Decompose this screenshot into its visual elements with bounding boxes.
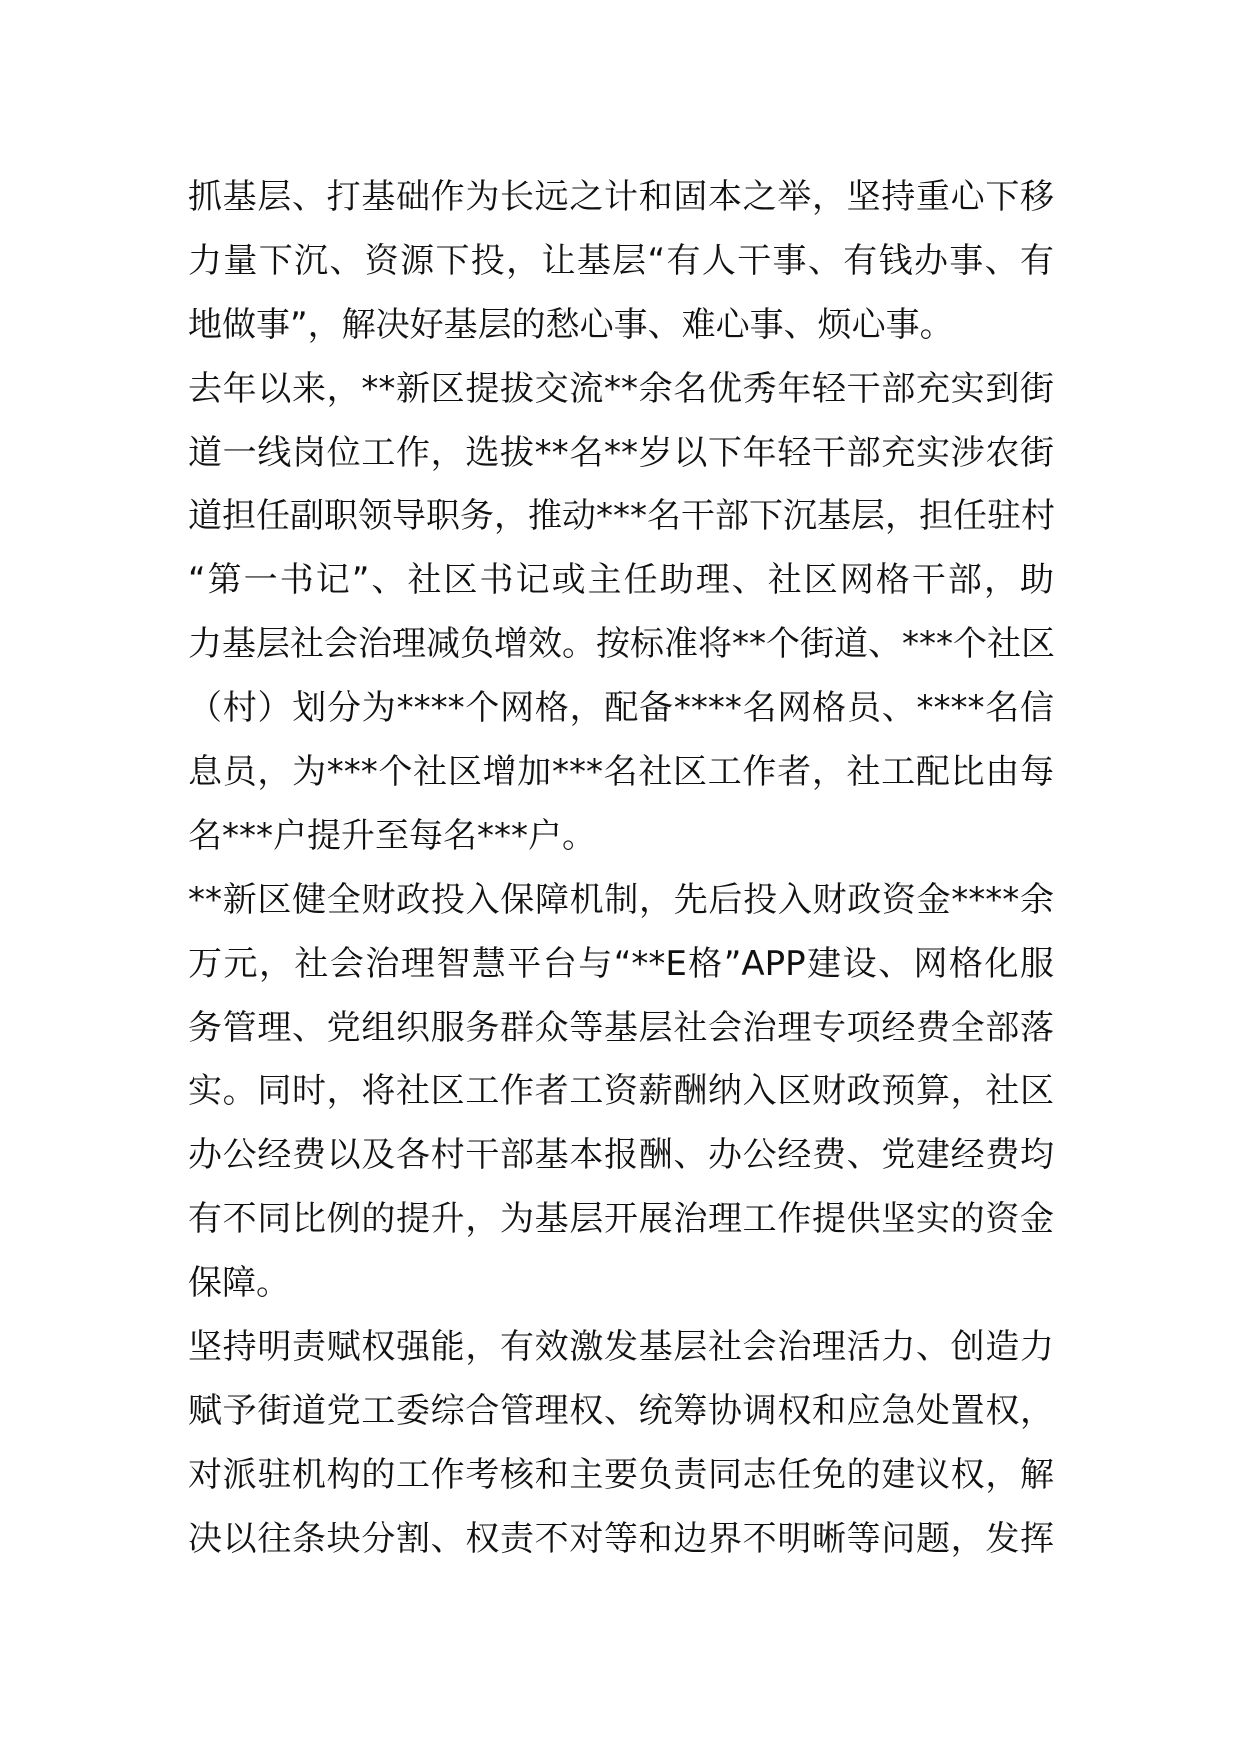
text-line-18: 保障。	[188, 1263, 290, 1304]
text-line-3: 地做事”，解决好基层的愁心事、难心事、烦心事。	[188, 304, 954, 345]
text-line-2: 力量下沉、资源下投，让基层“有人干事、有钱办事、有	[188, 240, 1054, 281]
text-line-1: 抓基层、打基础作为长远之计和固本之举，坚持重心下移	[188, 177, 1054, 217]
text-line-19: 坚持明责赋权强能，有效激发基层社会治理活力、创造力	[188, 1327, 1054, 1368]
text-line-8: 力基层社会治理减负增效。按标准将**个街道、***个社区	[188, 624, 1055, 665]
text-line-5: 道一线岗位工作，选拔**名**岁以下年轻干部充实涉农街	[188, 432, 1054, 473]
text-line-17: 有不同比例的提升，为基层开展治理工作提供坚实的资金	[188, 1199, 1054, 1240]
text-line-9: （村）划分为****个网格，配备****名网格员、****名信	[188, 688, 1054, 729]
text-line-7: “第一书记”、社区书记或主任助理、社区网格干部，助	[188, 560, 1054, 601]
text-line-14: 务管理、党组织服务群众等基层社会治理专项经费全部落	[188, 1007, 1054, 1048]
text-line-10: 息员，为***个社区增加***名社区工作者，社工配比由每	[188, 752, 1054, 793]
text-line-16: 办公经费以及各村干部基本报酬、办公经费、党建经费均	[188, 1135, 1054, 1176]
text-line-11: 名***户提升至每名***户。	[188, 815, 596, 856]
text-line-20: 赋予街道党工委综合管理权、统筹协调权和应急处置权，	[188, 1390, 1054, 1431]
text-line-21: 对派驻机构的工作考核和主要负责同志任免的建议权，解	[188, 1454, 1054, 1495]
text-line-15: 实。同时，将社区工作者工资薪酬纳入区财政预算，社区	[188, 1071, 1054, 1112]
text-line-22: 决以往条块分割、权责不对等和边界不明晰等问题，发挥	[188, 1518, 1054, 1559]
document-body	[188, 166, 1054, 1572]
text-line-4: 去年以来，**新区提拔交流**余名优秀年轻干部充实到街	[188, 368, 1054, 409]
text-line-13: 万元，社会治理智慧平台与“**E格”APP建设、网格化服	[188, 943, 1054, 984]
text-line-6: 道担任副职领导职务，推动***名干部下沉基层，担任驻村	[188, 496, 1055, 537]
text-line-12: **新区健全财政投入保障机制，先后投入财政资金****余	[188, 879, 1054, 920]
